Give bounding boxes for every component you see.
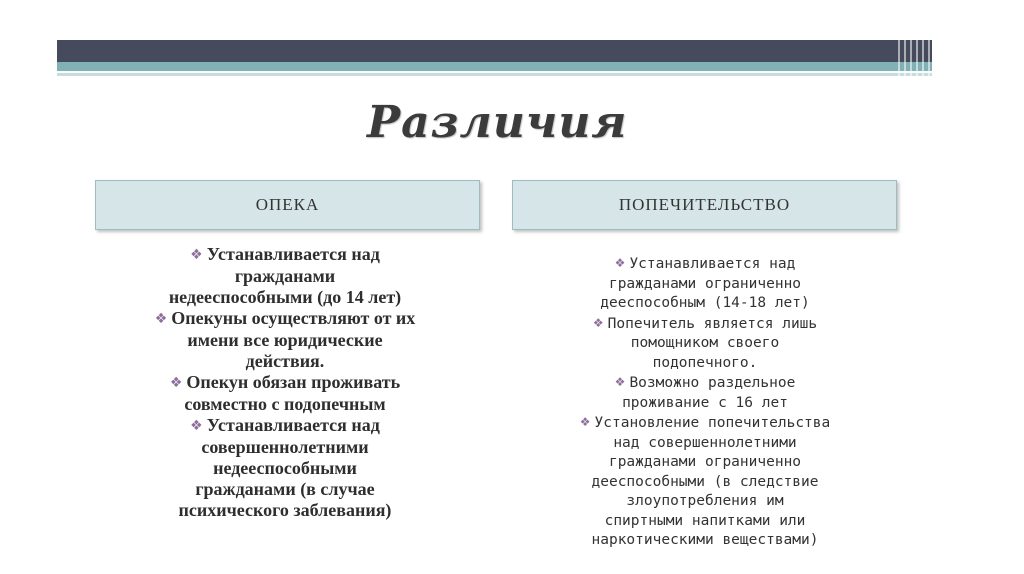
slide-title: Различия [367,97,628,148]
popechitelstvo-list [520,254,890,551]
list-item-line: гражданами [234,266,336,286]
diamond-bullet-icon: ❖ [190,247,203,263]
list-item [520,254,890,314]
list-item [520,314,890,374]
header-band-stripes [898,40,932,76]
diamond-bullet-icon: ❖ [592,315,604,330]
list-item-line: Опекуны осуществляют от их [171,308,416,328]
list-item-line: Устанавливается над [206,415,380,435]
list-item-line: наркотическими веществами) [591,532,819,548]
header-band-dark [57,40,932,62]
list-item-line: совершеннолетними [201,437,369,457]
list-item [520,373,890,413]
list-item-line: проживание с 16 лет [622,394,788,411]
list-item-line: помощником своего [630,335,780,351]
list-item-line: гражданами (в случае [195,479,375,499]
list-item [100,372,470,415]
diamond-bullet-icon: ❖ [154,311,168,327]
list-item-line: спиртными напитками или [604,512,806,529]
list-item-line: имени все юридические [187,330,383,350]
list-item-line: Устанавливается над [206,244,380,264]
diamond-bullet-icon: ❖ [169,375,183,391]
list-item-line: подопечного. [652,354,758,371]
list-item [100,415,470,521]
popechitelstvo-header [512,180,897,230]
list-item-line: гражданами ограниченно [608,275,802,292]
header-band-teal [57,62,932,71]
list-item [520,413,890,551]
opeka-header-label: ОПЕКА [255,195,320,214]
list-item [100,244,470,308]
diamond-bullet-icon: ❖ [614,375,626,389]
list-item-line: совместно с подопечным [184,394,386,414]
list-item-line: действия. [245,351,325,371]
list-item-line: Установление попечительства [594,415,831,431]
list-item-line: недееспособными [213,458,357,478]
diamond-bullet-icon: ❖ [614,256,626,270]
popechitelstvo-header-label: ПОПЕЧИТЕЛЬСТВО [618,195,791,214]
list-item-line: Попечитель является лишь [607,315,818,332]
list-item-line: психического заблевания) [178,500,392,520]
list-item-line: Возможно раздельное [629,375,796,391]
opeka-header [95,180,480,230]
opeka-list [100,244,470,521]
list-item [100,308,470,372]
diamond-bullet-icon: ❖ [579,415,591,429]
list-item-line: дееспособным (14-18 лет) [600,295,810,311]
diamond-bullet-icon: ❖ [190,418,203,434]
list-item-line: гражданами ограниченно [608,454,802,470]
list-item-line: недееспособными (до 14 лет) [168,287,402,307]
list-item-line: Опекун обязан проживать [186,372,401,392]
list-item-line: дееспособными (в следствие [591,473,819,490]
list-item-line: над совершеннолетними [613,434,797,451]
list-item-line: злоупотребления им [626,493,784,509]
list-item-line: Устанавливается над [629,256,796,272]
header-band-line [57,73,932,76]
